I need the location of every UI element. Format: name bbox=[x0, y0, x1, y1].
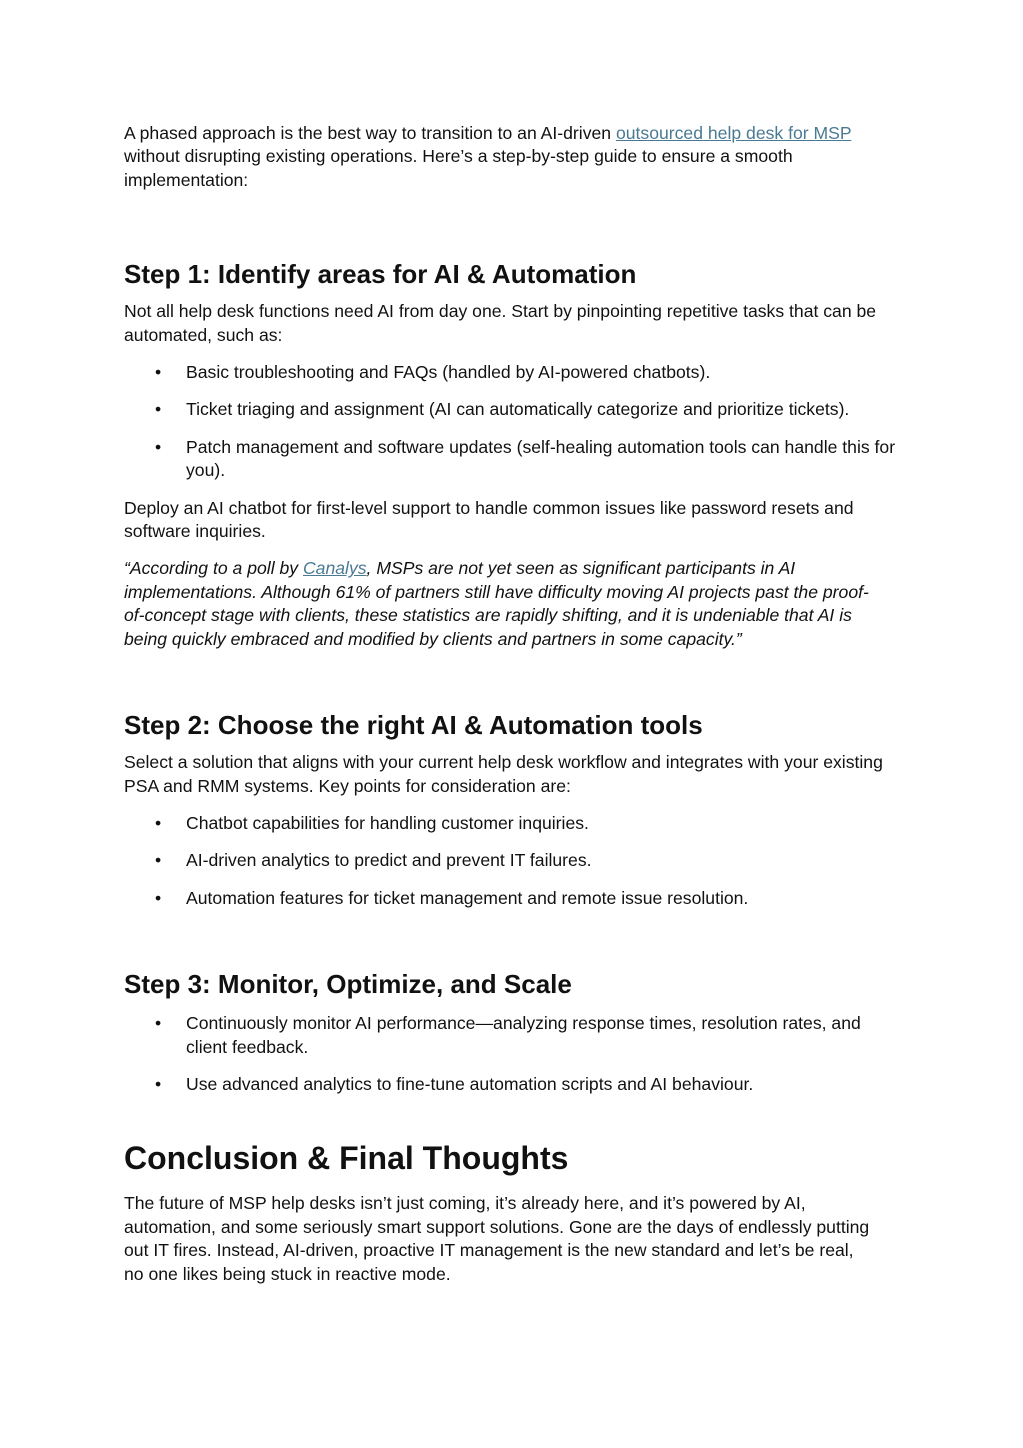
bullet-icon: • bbox=[155, 812, 162, 833]
quote-text-start: “According to a poll by bbox=[124, 558, 303, 579]
step3-heading: Step 3: Monitor, Optimize, and Scale bbox=[124, 969, 572, 1000]
step2-intro: Select a solution that aligns with your current help desk workflow and integrates with your existing PSA and RMM systems. Key points for consideration are: bbox=[124, 752, 883, 796]
step1-intro: Not all help desk functions need AI from day one. Start by pinpointing repetitive tasks that can be automated, such as: bbox=[124, 301, 877, 345]
bullet-icon: • bbox=[155, 399, 162, 420]
quote-text-end: , MSPs are not yet seen as significant participants in AI implementations. Although 61% of partners still have difficulty moving AI projects past the proof-of-concept stage with clients, these statistics are rapidly shifting, and it is undeniable that AI is being quickly embraced and modified by clients and partners in some capacity.” bbox=[124, 558, 869, 649]
list-item-text: Basic troubleshooting and FAQs (handled by AI-powered chatbots). bbox=[186, 362, 711, 383]
list-item bbox=[124, 849, 904, 872]
list-item-text: Automation features for ticket management and remote issue resolution. bbox=[186, 887, 749, 908]
list-item bbox=[124, 1012, 886, 1059]
outsourced-help-desk-link[interactable]: outsourced help desk for MSP bbox=[615, 123, 852, 143]
bullet-icon: • bbox=[155, 1013, 162, 1034]
canalys-quote bbox=[124, 557, 884, 651]
list-item bbox=[124, 436, 898, 483]
conclusion-paragraph: The future of MSP help desks isn’t just coming, it’s already here, and it’s powered by AI, automation, and some seriously smart support solutions. Gone are the days of endlessly putting out IT fires. Instead, AI-driven, proactive IT management is the new standard and let’s be real, no one likes being stuck in reactive mode. bbox=[124, 1193, 870, 1284]
list-item-text: Continuously monitor AI performance—analyzing response times, resolution rates, and client feedback. bbox=[186, 1013, 861, 1057]
bullet-icon: • bbox=[155, 1073, 162, 1094]
intro-text-end: without disrupting existing operations. Here’s a step-by-step guide to ensure a smooth implementation: bbox=[124, 146, 793, 190]
conclusion-heading: Conclusion & Final Thoughts bbox=[124, 1140, 569, 1177]
list-item bbox=[124, 361, 904, 384]
canalys-link[interactable]: Canalys bbox=[302, 558, 367, 579]
bullet-icon: • bbox=[155, 362, 162, 383]
list-item-text: Chatbot capabilities for handling customer inquiries. bbox=[186, 812, 589, 833]
intro-text-start: A phased approach is the best way to transition to an AI-driven bbox=[124, 123, 616, 143]
document-page bbox=[124, 122, 904, 1286]
step1-heading: Step 1: Identify areas for AI & Automation bbox=[124, 259, 637, 290]
list-item-text: Ticket triaging and assignment (AI can automatically categorize and prioritize tickets). bbox=[186, 399, 850, 420]
intro-paragraph bbox=[124, 122, 894, 192]
bullet-icon: • bbox=[155, 850, 162, 871]
step1-deploy-paragraph: Deploy an AI chatbot for first-level support to handle common issues like password resets and software inquiries. bbox=[124, 497, 854, 542]
list-item bbox=[124, 398, 904, 421]
list-item-text: Use advanced analytics to fine-tune automation scripts and AI behaviour. bbox=[186, 1073, 754, 1094]
list-item-text: AI-driven analytics to predict and prevent IT failures. bbox=[186, 850, 592, 871]
bullet-icon: • bbox=[155, 436, 162, 457]
bullet-icon: • bbox=[155, 887, 162, 908]
list-item-text: Patch management and software updates (self-healing automation tools can handle this for you). bbox=[186, 436, 896, 481]
step3-bullet-list bbox=[124, 1012, 904, 1096]
list-item bbox=[124, 1073, 904, 1096]
list-item bbox=[124, 812, 904, 835]
step2-bullet-list bbox=[124, 812, 904, 910]
list-item bbox=[124, 887, 904, 910]
step1-bullet-list bbox=[124, 361, 904, 483]
step2-heading: Step 2: Choose the right AI & Automation tools bbox=[124, 710, 703, 741]
